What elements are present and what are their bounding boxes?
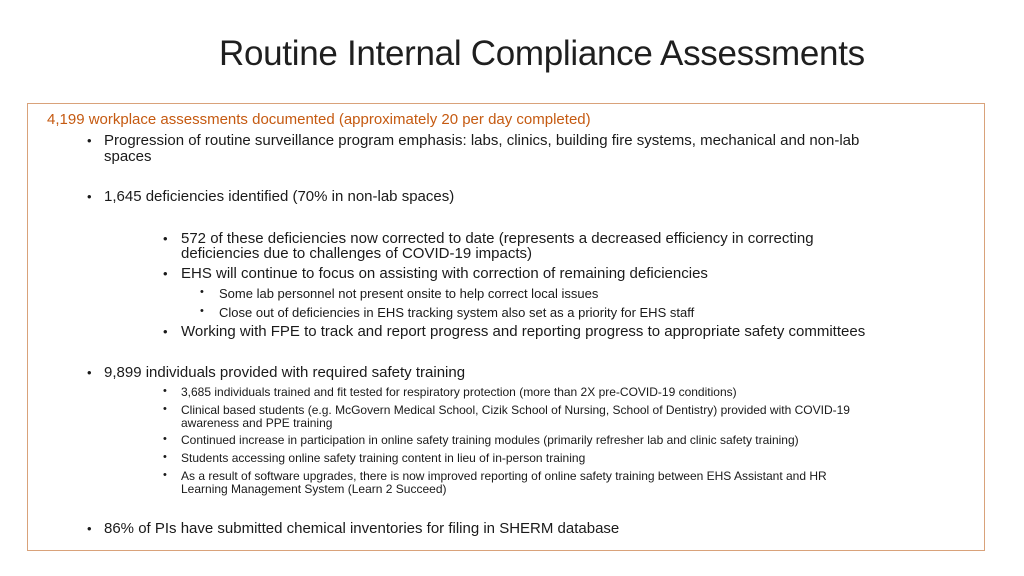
bullet-progression-line1: Progression of routine surveillance program emphasis: labs, clinics, building fire systems, mechanical and non-lab	[104, 132, 860, 149]
bullet-progression-line2: spaces	[104, 148, 152, 165]
bullet-dot: •	[200, 305, 204, 317]
bullet-corrected-line2: deficiencies due to challenges of COVID-19 impacts)	[181, 245, 533, 262]
bullet-dot: •	[163, 403, 167, 415]
bullet-chemical: 86% of PIs have submitted chemical inventories for filing in SHERM database	[104, 520, 620, 537]
bullet-lab-personnel: Some lab personnel not present onsite to help correct local issues	[219, 286, 599, 301]
bullet-close-out: Close out of deficiencies in EHS tracking system also set as a priority for EHS staff	[219, 305, 695, 320]
bullet-ehs-focus: EHS will continue to focus on assisting with correction of remaining deficiencies	[181, 265, 708, 282]
bullet-clinical-line1: Clinical based students (e.g. McGovern Medical School, Cizik School of Nursing, School of Dentistry) provided with COVID-19	[181, 403, 850, 417]
bullet-dot: •	[87, 133, 92, 148]
bullet-deficiencies: 1,645 deficiencies identified (70% in non-lab spaces)	[104, 188, 455, 205]
slide-title: Routine Internal Compliance Assessments	[219, 34, 865, 73]
bullet-respiratory: 3,685 individuals trained and fit tested for respiratory protection (more than 2X pre-COVID-19 conditions)	[181, 385, 737, 399]
bullet-software-line2: Learning Management System (Learn 2 Succeed)	[181, 482, 447, 496]
bullet-dot: •	[87, 521, 92, 536]
bullet-dot: •	[87, 189, 92, 204]
bullet-dot: •	[163, 469, 167, 481]
bullet-online-increase: Continued increase in participation in online safety training modules (primarily refresher lab and clinic safety training)	[181, 433, 799, 447]
bullet-dot: •	[163, 385, 167, 397]
bullet-dot: •	[200, 286, 204, 298]
bullet-dot: •	[163, 231, 168, 246]
lead-text: 4,199 workplace assessments documented (approximately 20 per day completed)	[47, 111, 591, 128]
bullet-software-line1: As a result of software upgrades, there is now improved reporting of online safety training between EHS Assistant and HR	[181, 469, 827, 483]
bullet-dot: •	[163, 324, 168, 339]
bullet-dot: •	[87, 365, 92, 380]
bullet-dot: •	[163, 433, 167, 445]
bullet-training: 9,899 individuals provided with required safety training	[104, 364, 466, 381]
bullet-dot: •	[163, 266, 168, 281]
bullet-dot: •	[163, 451, 167, 463]
bullet-clinical-line2: awareness and PPE training	[181, 416, 333, 430]
bullet-fpe: Working with FPE to track and report progress and reporting progress to appropriate safety committees	[181, 323, 866, 340]
bullet-corrected-line1: 572 of these deficiencies now corrected to date (represents a decreased efficiency in correcting	[181, 230, 814, 247]
bullet-online-access: Students accessing online safety training content in lieu of in-person training	[181, 451, 586, 465]
